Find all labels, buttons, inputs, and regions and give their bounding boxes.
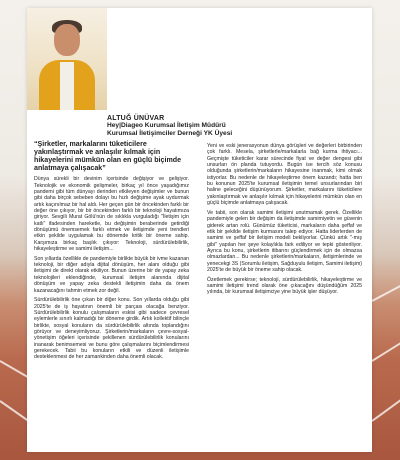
portrait-head — [54, 24, 80, 56]
portrait-shirt — [60, 62, 74, 110]
author-block — [107, 115, 357, 138]
track-lane-line — [371, 339, 400, 362]
author-title-line1: Hey|Diageo Kurumsal İletişim Müdürü — [107, 122, 226, 129]
author-portrait-photo — [27, 8, 107, 110]
article-paragraph: Ve tabii, son olarak samimi iletişimi unutmamak gerek. Özellikle pandemiyle gelen bir değişim da iletişimde samimiyetin ve güvenin giderek artan rolü. Günümüz tüketicisi, markaların daha şeffaf ve etik bir şekilde iletişim kurmasını talep ediyor. Hatta liderlerden de samimi ve şeffaf bir iletişim modeli bekliyorlar. Çünkü artık "-mış gibi" yapılan her şeye kolaylıkla fark ediliyor ve tepki gösteriliyor. Ayrıca bu konu, şirketlerin itibarını güçlendirmek için de olmazsa olmazlardan... Bu nedenle şirketlerin/markaların, iletişimlerinde ve yenecekgi 3S (Sorumlu iletişim, Sağduyulu iletişim, Samimi iletişim) 2025'te de büyük bir öneme sahip olacak. — [207, 209, 362, 273]
article-paragraph: Son yıllarda özellikle de pandemiyle birlikte büyük bir ivme kazanan teknoloji, bir diğer adıyla dijital dönüşüm, her alanı olduğu gibi iletişimi de direkt olarak etkiliyor. Bunun üzerine bir de yapay zeka teknolojileri eklendiğinde, kurumsal iletişim alanında dijital dönüşüm ve yapay zeka destekli iletişimin daha da önem kazanacağını tahmin etmek zor değil. — [34, 255, 189, 294]
article-paragraph: Özetlemek gerekirse; teknoloji, sürdürülebilirlik, hikayeleştirme ve samimi iletişimi trend olarak öne çıkacağını düşündüğüm 2025 yılında, bir kurumsal iletişimciye yine büyük işler düşüyor. — [207, 276, 362, 296]
article-paragraph: Yeni ve eski jenerasyonun dünya görüşleri ve değerleri birbirinden çok farklı. Mesela, şirketlerle/markalarla bağ kurma ihtiyacı... Geçmişte tüketiciler karar sürecinde fiyat ve değer dengesi gibi unsurları ön planda tutuyordu. Bugün ise tercih söz konusu olduğunda şirketlerin/markaların hikayesine inanmak, kimi olmak istiyorlar. Bu nedenle de hikayeleştirme önem kazandı; hatta ben bu konunun 2025'te kurumsal iletişimin temel unsurlarından biri haline geleceğini düşünüyorum. Şirketler, markalarını tüketicilere yakınlaştırmak ve anlaşılır kılmak için hikayelerini mümkün olan en güçlü biçimde anlatmaya çalışacak. — [207, 143, 362, 207]
pull-quote: “Şirketler, markalarını tüketicilere yakınlaştırmak ve anlaşılır kılmak için hikayelerini mümkün olan en güçlü biçimde anlatmaya çalışacak” — [34, 140, 182, 173]
article-left-column — [34, 140, 189, 452]
author-name: ALTUĞ ÜNÜVAR — [107, 115, 165, 122]
article-paragraph: Sürdürülebilirlik öne çıkan bir diğer konu. Son yıllarda olduğu gibi 2025'te de iş hayatının önemli bir parçası olacağa benziyor. Sürdürülebilirlik konulu çalışmaların eskisi gibi sadece çevresel eylemlerle sınırlı kalmadığı bir döneme girdik. Artık kollektif bilinçle birlikte, sosyal konuların da sürdürülebilirlik altında toplandığını görüyor ve deneyimliyoruz. Şirketlerin/markaların çevre-sosyal-yönetişim öğeleri içerisinde şekillenen sürdürülebilirlik konularını inanarak benimsemesi ve bunu göre çalışmalarını biçimlendirmesi gerekecek. Tabii bu konuların etkili ve düzenli iletişimle desteklenmesi de her zamankinden daha önemli olacak. — [34, 297, 189, 361]
track-lane-line — [372, 281, 400, 302]
author-title-line2: Kurumsal İletişimciler Derneği YK Üyesi — [107, 130, 233, 137]
track-lane-line — [371, 397, 400, 422]
article-right-column — [207, 143, 362, 443]
article-paragraph: Dünya sürekli bir devinim içerisinde değişiyor ve gelişiyor. Teknolojik ve ekonomik gelişmeler, birkaç yıl önce yaşadığımız pandemi gibi tüm dünyayı derinden etkileyen değişimler ve bunun gibi daha birçok sebeben dolayı bu hızlı değişime ayak uydurmak artık kaçınılmaz bir hal aldı. Her geçen gün bir öncekinden farklı bir değer öne çıkıyor, bir bir öncekinden farklı bir teknoloji hayatımıza giriyor. Sevgili Murat Gölü'nün de sıklıkla vurguladığı "İletişim için katlı" ifadesinden hareketle, bu değişimin beraberinde getirdiği dönüşümü önemsemek farklı etmek ve iletişimde yeni trendleri etkin şekilde uygulamak bu dönemde kritik bir öneme sahip. Karşımıza birkaç başlık çıkıyor: Teknoloji, sürdürülebilirlik, hikayeleştirme ve samimi iletişim... — [34, 176, 189, 253]
